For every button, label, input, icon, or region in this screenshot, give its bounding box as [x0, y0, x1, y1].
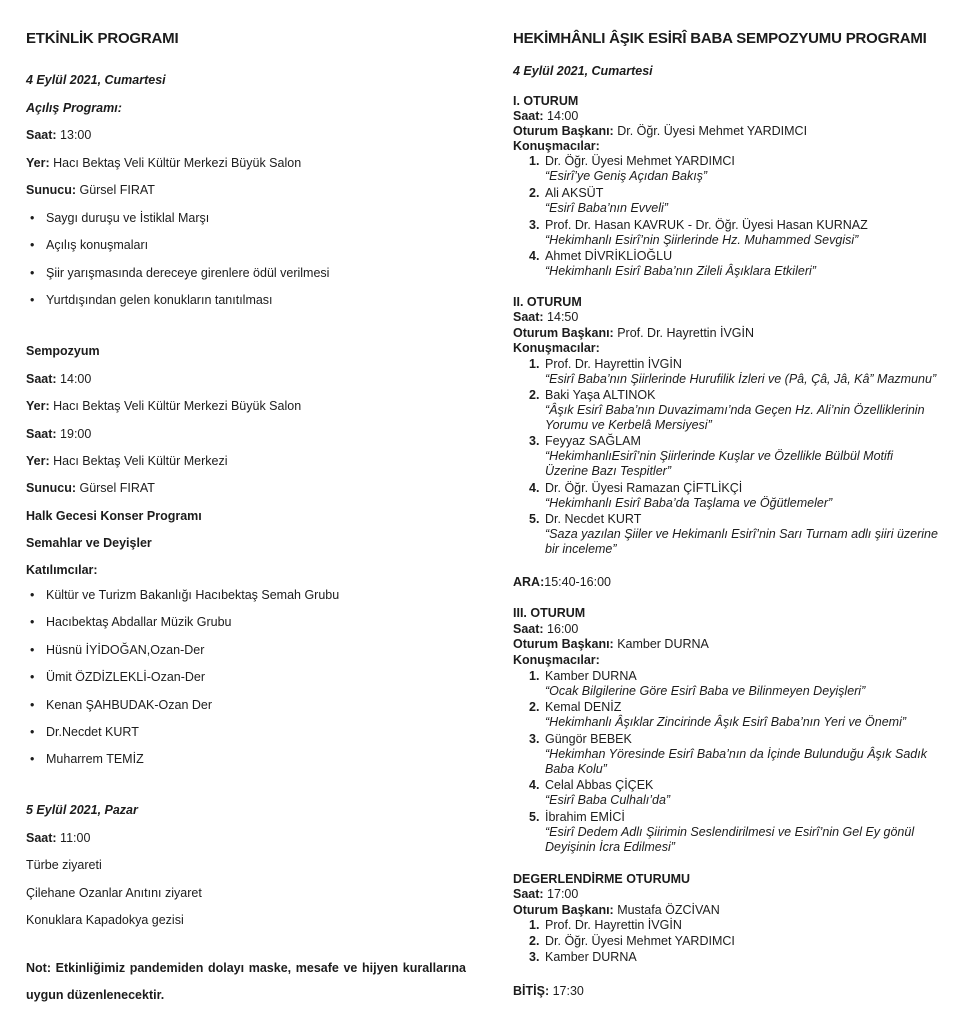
talk-title: “Esirî’ye Geniş Açıdan Bakış” — [545, 169, 708, 183]
speaker-name: Prof. Dr. Hasan KAVRUK - Dr. Öğr. Üyesi Hasan KURNAZ — [545, 218, 868, 232]
speaker-number: 2. — [529, 388, 540, 402]
semah-heading: Semahlar ve Deyişler — [26, 536, 152, 550]
participant: • Hüsnü İYİDOĞAN,Ozan-Der — [46, 643, 204, 657]
talk-title: “Hekimhanlı Âşıklar Zincirinde Âşık Esirî Baba’nın Yeri ve Önemi” — [545, 715, 907, 729]
participant: • Kenan ŞAHBUDAK-Ozan Der — [46, 698, 212, 712]
session1-speakers-label: Konuşmacılar: — [513, 139, 600, 153]
participant: • Muharrem TEMİZ — [46, 752, 144, 766]
symposium-program-title: HEKİMHÂNLI ÂŞIK ESİRÎ BABA SEMPOZYUMU PROGRAMI — [513, 30, 927, 47]
speaker-number: 3. — [529, 732, 540, 746]
participant: • Dr.Necdet KURT — [46, 725, 139, 739]
evaluation-heading: DEGERLENDİRME OTURUMU — [513, 872, 691, 886]
speaker-name: Prof. Dr. Hayrettin İVGİN — [545, 918, 682, 932]
day2-item: Çilehane Ozanlar Anıtını ziyaret — [26, 886, 202, 900]
talk-title: “Esirî Dedem Adlı Şiirimin Seslendirilmesi ve Esirî’nin Gel Ey gönül — [545, 825, 915, 839]
talk-title: “Hekimhan Yöresinde Esirî Baba’nın da İçinde Bulunduğu Âşık Sadık — [545, 747, 927, 761]
talk-title-cont: Yorumu ve Kerbelâ Mersiyesi” — [545, 418, 712, 432]
opening-host: Sunucu: Gürsel FIRAT — [26, 183, 155, 197]
participants-heading: Katılımcılar: — [26, 563, 98, 577]
speaker-number: 1. — [529, 154, 540, 168]
session3-speakers-label: Konuşmacılar: — [513, 653, 600, 667]
speaker-number: 5. — [529, 810, 540, 824]
end-time: BİTİŞ: 17:30 — [513, 984, 584, 998]
speaker-number: 1. — [529, 357, 540, 371]
speaker-number: 3. — [529, 434, 540, 448]
opening-heading: Açılış Programı: — [26, 101, 122, 115]
session2-heading: II. OTURUM — [513, 295, 582, 309]
speaker-name: Güngör BEBEK — [545, 732, 632, 746]
speaker-name: Kamber DURNA — [545, 950, 637, 964]
opening-item: • Şiir yarışmasında dereceye girenlere ödül verilmesi — [46, 266, 329, 280]
session1-chair: Oturum Başkanı: Dr. Öğr. Üyesi Mehmet YARDIMCI — [513, 124, 808, 138]
session2-time: Saat: 14:50 — [513, 310, 579, 324]
break-time: ARA:15:40-16:00 — [513, 575, 611, 589]
speaker-name: Celal Abbas ÇİÇEK — [545, 778, 654, 792]
session2-speakers-label: Konuşmacılar: — [513, 341, 600, 355]
speaker-number: 2. — [529, 700, 540, 714]
speaker-name: Baki Yaşa ALTINOK — [545, 388, 656, 402]
symposium-time: Saat: 14:00 — [26, 372, 92, 386]
evaluation-time: Saat: 17:00 — [513, 887, 579, 901]
speaker-name: Kemal DENİZ — [545, 700, 622, 714]
talk-title-cont: bir inceleme” — [545, 542, 617, 556]
talk-title: “HekimhanlıEsirî’nin Şiirlerinde Kuşlar ve Özellikle Bülbül Motifi — [545, 449, 894, 463]
session3-time: Saat: 16:00 — [513, 622, 579, 636]
speaker-number: 1. — [529, 918, 540, 932]
participant: • Hacıbektaş Abdallar Müzik Grubu — [46, 615, 232, 629]
talk-title-cont: Üzerine Bazı Tespitler” — [545, 464, 671, 478]
session1-heading: I. OTURUM — [513, 94, 579, 108]
speaker-name: Dr. Öğr. Üyesi Mehmet YARDIMCI — [545, 934, 735, 948]
speaker-name: Feyyaz SAĞLAM — [545, 434, 641, 448]
speaker-name: Dr. Öğr. Üyesi Ramazan ÇİFTLİKÇİ — [545, 481, 743, 495]
symposium-place: Yer: Hacı Bektaş Veli Kültür Merkezi Büyük Salon — [26, 399, 302, 413]
talk-title: “Esirî Baba Culhalı’da” — [545, 793, 671, 807]
day2-date: 5 Eylül 2021, Pazar — [26, 803, 138, 817]
participant: • Kültür ve Turizm Bakanlığı Hacıbektaş Semah Grubu — [46, 588, 339, 602]
speaker-number: 4. — [529, 481, 540, 495]
session3-heading: III. OTURUM — [513, 606, 586, 620]
talk-title-cont: Baba Kolu” — [545, 762, 607, 776]
symposium-date: 4 Eylül 2021, Cumartesi — [513, 64, 653, 78]
event-program-title: ETKİNLİK PROGRAMI — [26, 30, 179, 47]
speaker-number: 4. — [529, 778, 540, 792]
participant: • Ümit ÖZDİZLEKLİ-Ozan-Der — [46, 670, 205, 684]
speaker-name: Prof. Dr. Hayrettin İVGİN — [545, 357, 682, 371]
evaluation-chair: Oturum Başkanı: Mustafa ÖZCİVAN — [513, 903, 720, 917]
concert-heading: Halk Gecesi Konser Programı — [26, 509, 202, 523]
day2-time: Saat: 11:00 — [26, 831, 91, 845]
speaker-name: Ali AKSÜT — [545, 186, 604, 200]
session3-chair: Oturum Başkanı: Kamber DURNA — [513, 637, 709, 651]
evening-place: Yer: Hacı Bektaş Veli Kültür Merkezi — [26, 454, 228, 468]
day2-item: Konuklara Kapadokya gezisi — [26, 913, 184, 927]
speaker-name: Dr. Necdet KURT — [545, 512, 642, 526]
talk-title: “Esirî Baba’nın Şiirlerinde Hurufilik İzleri ve (Pâ, Çâ, Jâ, Kâ” Mazmunu” — [545, 372, 937, 386]
evening-time: Saat: 19:00 — [26, 427, 92, 441]
session2-chair: Oturum Başkanı: Prof. Dr. Hayrettin İVGİN — [513, 326, 755, 340]
speaker-number: 2. — [529, 934, 540, 948]
session1-time: Saat: 14:00 — [513, 109, 579, 123]
talk-title: “Hekimhanlı Esirî Baba’da Taşlama ve Öğütlemeler” — [545, 496, 833, 510]
talk-title: “Hekimhanlı Esirî Baba’nın Zileli Âşıklara Etkileri” — [545, 264, 816, 278]
day2-item: Türbe ziyareti — [26, 858, 102, 872]
speaker-number: 3. — [529, 218, 540, 232]
speaker-number: 2. — [529, 186, 540, 200]
speaker-number: 5. — [529, 512, 540, 526]
speaker-name: Ahmet DİVRİKLİOĞLU — [545, 249, 673, 263]
speaker-name: Dr. Öğr. Üyesi Mehmet YARDIMCI — [545, 154, 735, 168]
speaker-name: Kamber DURNA — [545, 669, 637, 683]
opening-time: Saat: 13:00 — [26, 128, 92, 142]
symposium-heading: Sempozyum — [26, 344, 100, 358]
talk-title: “Ocak Bilgilerine Göre Esirî Baba ve Bilinmeyen Deyişleri” — [545, 684, 866, 698]
opening-item: • Saygı duruşu ve İstiklal Marşı — [46, 211, 209, 225]
opening-place: Yer: Hacı Bektaş Veli Kültür Merkezi Büyük Salon — [26, 156, 302, 170]
speaker-number: 3. — [529, 950, 540, 964]
evening-host: Sunucu: Gürsel FIRAT — [26, 481, 155, 495]
talk-title: “Saza yazılan Şiiler ve Hekimanlı Esirî’nin Sarı Turnam adlı şiiri üzerine — [545, 527, 938, 541]
speaker-number: 4. — [529, 249, 540, 263]
note-text: Not: Etkinliğimiz pandemiden dolayı maske, mesafe ve hijyen kurallarına uygun düzenlenecektir. — [26, 961, 466, 1002]
talk-title: “Hekimhanlı Esirî’nin Şiirlerinde Hz. Muhammed Sevgisi” — [545, 233, 859, 247]
opening-item: • Yurtdışından gelen konukların tanıtılması — [46, 293, 273, 307]
day1-date: 4 Eylül 2021, Cumartesi — [26, 73, 166, 87]
talk-title: “Esirî Baba’nın Evveli” — [545, 201, 668, 215]
talk-title-cont: Deyişinin İcra Edilmesi” — [545, 840, 675, 854]
talk-title: “Âşık Esirî Baba’nın Duvazimamı’nda Geçen Hz. Ali’nin Özelliklerinin — [545, 403, 925, 417]
speaker-number: 1. — [529, 669, 540, 683]
speaker-name: İbrahim EMİCİ — [545, 810, 625, 824]
opening-item: • Açılış konuşmaları — [46, 238, 148, 252]
